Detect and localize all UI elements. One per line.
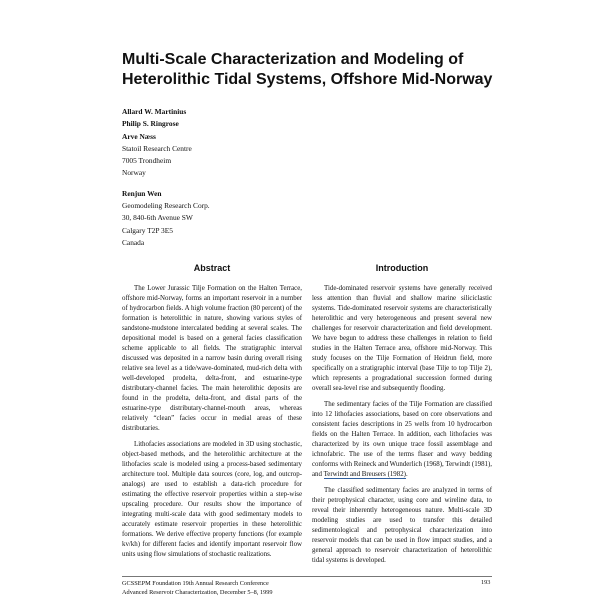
- citation-link[interactable]: Terwindt and Breusers (1982): [323, 471, 406, 478]
- affiliation-line: Geomodeling Research Corp.: [122, 201, 210, 211]
- introduction-heading: Introduction: [375, 263, 429, 273]
- author-name: Renjun Wen: [122, 188, 162, 198]
- abstract-heading: Abstract: [193, 263, 231, 273]
- author-name: Philip S. Ringrose: [122, 119, 179, 129]
- footer-line: Advanced Reservoir Characterization, December 5–8, 1999: [122, 589, 273, 596]
- page-number: 193: [481, 579, 491, 586]
- paragraph-text: The sedimentary facies of the Tilje Formation are classified into 12 lithofacies associations, based on core observations and consistent facies descriptions in 25 wells from 10 hydrocarbon fields on the Halten Terrace. In addition, each lithofacies was characterized by its own unique trace fossil assemblage and ichnofabric. The use of the terms flaser and wavy bedding conforms with Reineck and Wunderlich (1968), Terwindt (1981), and: [312, 401, 492, 478]
- affiliation-line: Norway: [122, 168, 146, 178]
- affiliation-line: 7005 Trondheim: [122, 156, 172, 166]
- abstract-body: [122, 284, 302, 560]
- author-name: Arve Næss: [122, 131, 156, 141]
- affiliation-line: Canada: [122, 237, 145, 247]
- author-block: [122, 106, 372, 249]
- introduction-paragraph: The classified sedimentary facies are analyzed in terms of their petrophysical character, using core and wireline data, to reveal their inherently heterogeneous nature. Multi-scale 3D modeling studies are used to transfer this detailed sedimentological and petrophysical characterization into reservoir models that can be used in flow impact studies, and a general approach to reservoir characterization of heterolithic tidal systems is developed.: [312, 487, 492, 564]
- affiliation-line: Calgary T2P 3E5: [122, 225, 173, 235]
- paragraph-end: .: [405, 471, 408, 478]
- abstract-paragraph: Lithofacies associations are modeled in 3D using stochastic, object-based methods, and the heterolithic architecture at the lithofacies scale is modeled using a process-based sedimentary architecture tool. Multiple data sources (core, log, and outcrop-analogs) are used to establish a data-rich procedure for estimating the effective reservoir properties within a step-wise upscaling procedure. Our results show the importance of integrating multi-scale data with good sedimentary models to accurately estimate reservoir properties in these heterolithic formations. We derive effective property functions (for example kv/kh) for different facies and identify important reservoir flow units using flow simulations of stochastic realizations.: [122, 441, 302, 558]
- introduction-paragraph: [312, 400, 492, 480]
- footer-line: GCSSEPM Foundation 19th Annual Research Conference: [122, 580, 269, 587]
- footer-conference: [122, 579, 273, 597]
- introduction-paragraph: Tide-dominated reservoir systems have generally received less attention than fluvial and shallow marine siliciclastic systems. Tide-dominated reservoir systems are characteristically heterolithic and very heterogeneous and present several new challenges for reservoir characterization and field development. We have begun to address these challenges in relation to field studies in the Halten Terrace area, offshore mid-Norway. This study focuses on the Tilje Formation of Heidrun field, more specifically on a stratigraphic interval (base Tilje to top Tilje 2), which represents a progradational succession formed during overall sea-level rise and subsequently flooding.: [312, 285, 492, 392]
- paper-title: Multi-Scale Characterization and Modeling of Heterolithic Tidal Systems, Offshore Mid-Norway: [122, 51, 493, 88]
- footer-rule: [122, 576, 492, 577]
- introduction-body: [312, 284, 492, 566]
- affiliation-line: 30, 840-6th Avenue SW: [122, 213, 193, 223]
- affiliation-line: Statoil Research Centre: [122, 143, 192, 153]
- abstract-paragraph: The Lower Jurassic Tilje Formation on the Halten Terrace, offshore mid-Norway, forms an important reservoir in a number of hydrocarbon fields. A high volume fraction (80 percent) of the formation is heterolithic in nature, showing various styles of sandstone-mudstone intercalated bedding at several scales. The depositional model is based on a general facies classification scheme applicable to all fields. The stratigraphic interval discussed was deposited in a narrow basin during overall rising relative sea level as a tide/wave-dominated, mud-rich delta with well-developed prodelta, delta-front, and estuarine-type distributary-channel facies. The main heterolithic deposits are found in the prodelta, delta-front, and distal parts of the estuarine-type distributary-channel-mouth areas, whereas relatively “clean” facies occur in medial areas of these distributaries.: [122, 285, 302, 432]
- author-name: Allard W. Martinius: [122, 107, 187, 116]
